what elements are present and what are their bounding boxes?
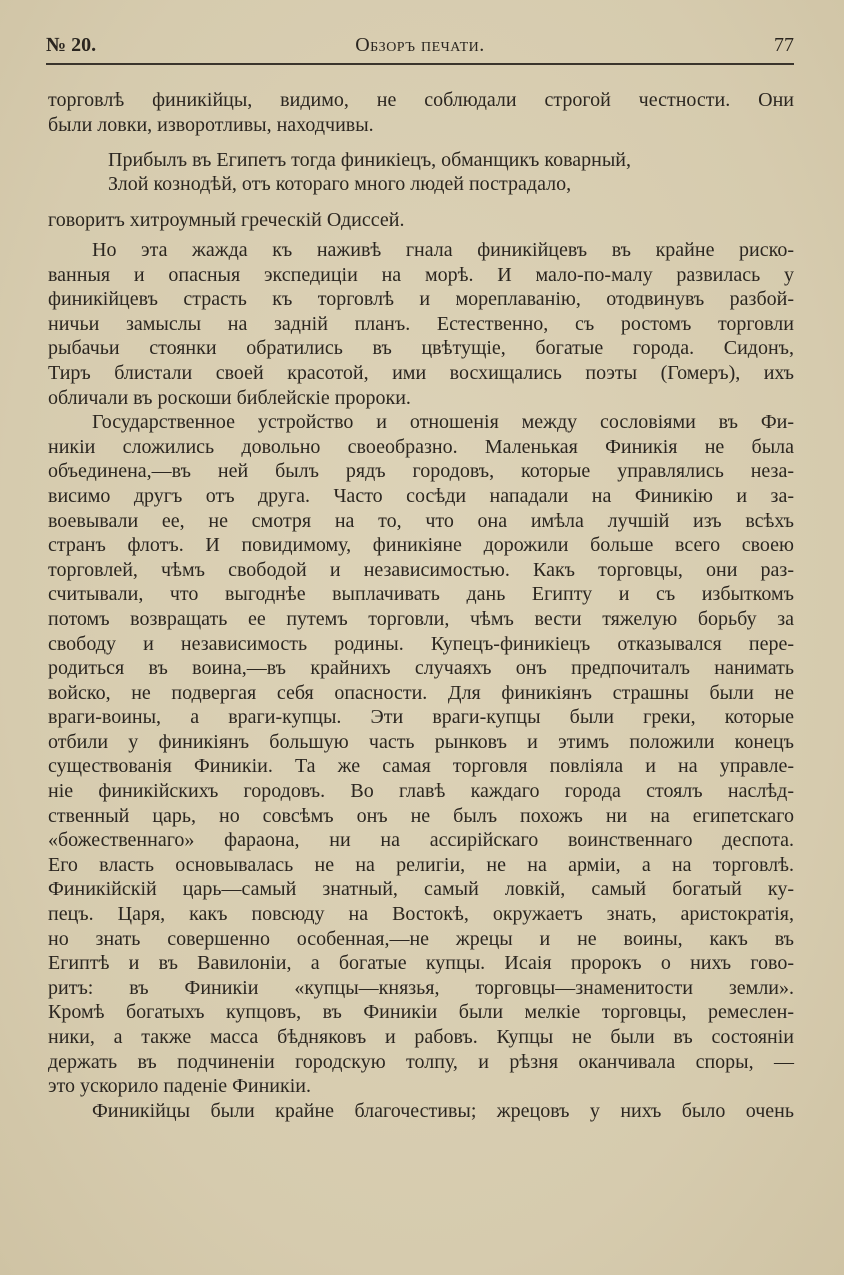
text-line: войско, не подвергая себя опасности. Для финикiянъ страшны были не <box>48 681 794 704</box>
text-line: держать въ подчиненiи городскую толпу, и рѣзня оканчивала споры, — <box>48 1050 794 1073</box>
main-text <box>48 238 794 1123</box>
text-line: пецъ. Царя, какъ повсюду на Востокѣ, окружаетъ знать, аристократiя, <box>48 903 794 926</box>
text-line: Тиръ блистали своей красотой, ими восхищались поэты (Гомеръ), ихъ <box>48 361 794 384</box>
verse-line: Прибылъ въ Египетъ тогда финикiецъ, обманщикъ коварный, <box>108 149 631 171</box>
text-line: считывали, что выгоднѣе выплачивать дань Египту и съ избыткомъ <box>48 583 794 606</box>
text-line: Кромѣ богатыхъ купцовъ, въ Финикiи были мелкiе торговцы, ремеслен- <box>48 1001 794 1024</box>
text-line: это ускорило паденiе Финикiи. <box>48 1075 311 1098</box>
text-line: Финикiйскiй царь—самый знатный, самый ловкiй, самый богатый ку- <box>48 878 794 901</box>
paragraph <box>48 1099 794 1124</box>
text-line: рыбачьи стоянки обратились въ цвѣтущiе, богатые города. Сидонъ, <box>48 337 794 360</box>
text-line: висимо другъ отъ друга. Часто сосѣди нападали на Финикiю и за- <box>48 484 794 507</box>
text-line: Египтѣ и въ Вавилонiи, а богатые купцы. Исаiя пророкъ о нихъ гово- <box>48 952 794 975</box>
text-line: торговлѣ финикiйцы, видимо, не соблюдали строгой честности. Они <box>48 89 794 111</box>
text-line: объединена,—въ ней былъ рядъ городовъ, которые управлялись неза- <box>48 460 794 483</box>
intro-text <box>48 88 794 137</box>
text-line: ничьи замыслы на заднiй планъ. Естественно, съ ростомъ торговли <box>48 312 794 335</box>
text-line: воевывали ее, не смотря на то, что она имѣла лучшiй изъ всѣхъ <box>48 509 794 532</box>
verse-line: Злой кознодѣй, отъ котораго много людей пострадало, <box>108 173 572 195</box>
text-line: Его власть основывалась не на религiи, не на армiи, а на торговлѣ. <box>48 853 794 876</box>
issue-number: № 20. <box>46 34 97 56</box>
verse-attribution <box>48 208 794 233</box>
verse-quote <box>108 148 631 196</box>
paragraph <box>48 238 794 410</box>
text-line: родиться въ воина,—въ крайнихъ случаяхъ онъ предпочиталъ нанимать <box>48 657 794 680</box>
text-line: говоритъ хитроумный греческiй Одиссей. <box>48 209 405 231</box>
page-number: 77 <box>774 34 794 56</box>
text-line: свободу и независимость родины. Купецъ-финикiецъ отказывался пере- <box>48 632 794 655</box>
text-line: Финикiйцы были крайне благочестивы; жрецовъ у нихъ было очень <box>92 1099 794 1122</box>
text-line: никiи сложились довольно своеобразно. Маленькая Финикiя не была <box>48 435 794 458</box>
paragraph <box>48 410 794 1099</box>
text-line: враги-воины, а враги-купцы. Эти враги-купцы были греки, которые <box>48 706 794 729</box>
text-line: существованiя Финикiи. Та же самая торговля повлiяла и на управле- <box>48 755 794 778</box>
text-line: ственный царь, но совсѣмъ онъ не былъ похожъ ни на египетскаго <box>48 804 794 827</box>
text-line: «божественнаго» фараона, ни на ассирiйскаго воинственнаго деспота. <box>48 829 794 852</box>
text-line: обличали въ роскоши библейскiе пророки. <box>48 386 411 409</box>
text-line: финикiйцевъ страсть къ торговлѣ и мореплаванiю, отодвинувъ разбой- <box>48 288 794 311</box>
text-line: Государственное устройство и отношенiя между сословiями въ Фи- <box>92 411 794 434</box>
text-line: Но эта жажда къ наживѣ гнала финикiйцевъ въ крайне риско- <box>92 239 794 261</box>
running-header <box>46 34 794 60</box>
text-line: нiе финикiйскихъ городовъ. Во главѣ каждаго города стоялъ наслѣд- <box>48 780 794 803</box>
text-line: странъ флотъ. И повидимому, финикiяне дорожили больше всего своею <box>48 534 794 557</box>
text-line: ритъ: въ Финикiи «купцы—князья, торговцы—знаменитости земли». <box>48 976 794 999</box>
text-line: были ловки, изворотливы, находчивы. <box>48 113 374 136</box>
text-line: потомъ возвращать ее путемъ торговли, чѣмъ вести тяжелую борьбу за <box>48 607 794 630</box>
section-title: Обзоръ печати. <box>355 34 485 56</box>
text-line: ники, а также масса бѣдняковъ и рабовъ. Купцы не были въ состоянiи <box>48 1026 794 1048</box>
text-line: отбили у финикiянъ большую часть рынковъ и этимъ положили конецъ <box>48 730 794 753</box>
header-rule <box>46 63 794 65</box>
text-line: но знать совершенно особенная,—не жрецы и не воины, какъ въ <box>48 927 794 950</box>
text-line: ванныя и опасныя экспедицiи на морѣ. И мало-по-малу развилась у <box>48 263 794 286</box>
text-line: торговлей, чѣмъ свободой и независимостью. Какъ торговцы, они раз- <box>48 558 794 581</box>
